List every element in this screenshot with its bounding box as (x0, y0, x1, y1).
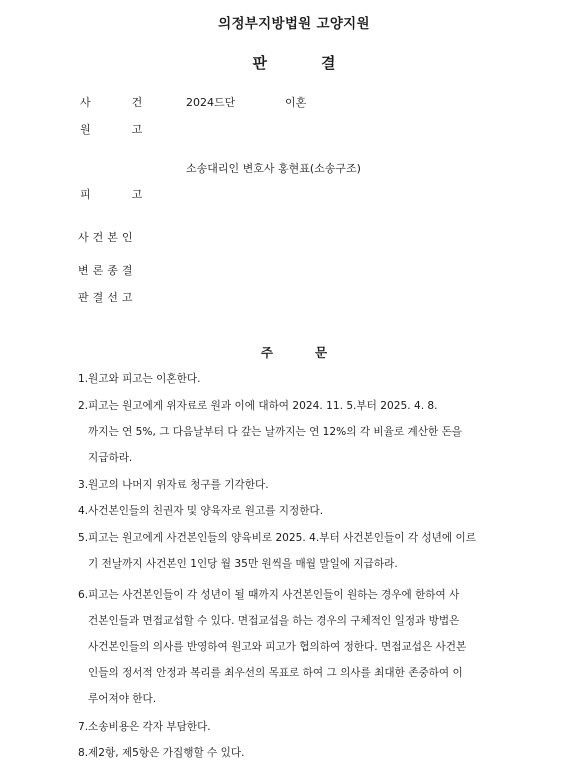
document-title: 판결 (252, 54, 390, 72)
attorney-info: 소송대리인 변호사 홍현표(소송구조) (186, 162, 361, 175)
judgment-date-label: 판결선고 (78, 291, 137, 304)
order-item-number: 7. (78, 721, 89, 733)
case-label: 사건 (80, 96, 184, 109)
order-item (78, 525, 524, 577)
order-item (78, 366, 524, 392)
order-item-number: 5. (78, 532, 89, 544)
order-item-line: 사건본인들의 친권자 및 양육자로 원고를 지정한다. (88, 505, 324, 517)
defendant-label: 피고 (80, 188, 184, 201)
order-item-line: 제2항, 제5항은 가집행할 수 있다. (88, 747, 245, 759)
order-item (78, 740, 524, 766)
order-item (78, 714, 524, 740)
order-item-line: 인들의 정서적 안정과 복리를 최우선의 목표로 하여 그 의사를 최대한 존중하여 이 (88, 667, 463, 679)
order-item (78, 472, 524, 498)
order-item (78, 393, 524, 471)
order-item-line: 사건본인들의 의사를 반영하여 원고와 피고가 협의하여 정한다. 면접교섭은 사건본 (88, 641, 467, 653)
order-item (78, 498, 524, 524)
order-item-number: 2. (78, 400, 89, 412)
order-item-number: 1. (78, 373, 89, 385)
order-item (78, 582, 524, 712)
children-label: 사건본인 (78, 231, 137, 244)
court-name: 의정부지방법원 고양지원 (218, 16, 370, 32)
order-item-line: 피고는 원고에게 위자료로 원과 이에 대하여 2024. 11. 5.부터 2025. 4. 8. (88, 400, 438, 412)
order-section-title: 주문 (260, 345, 370, 360)
order-item-number: 4. (78, 505, 89, 517)
case-number: 2024드단 (186, 96, 236, 109)
order-item-number: 8. (78, 747, 89, 759)
closing-date-label: 변론종결 (78, 264, 137, 277)
order-item-line: 원고와 피고는 이혼한다. (88, 373, 201, 385)
case-name: 이혼 (285, 96, 307, 109)
order-item-line: 지급하라. (88, 452, 133, 464)
order-item-line: 피고는 원고에게 사건본인들의 양육비로 2025. 4.부터 사건본인들이 각 성년에 이르 (88, 532, 476, 544)
order-item-line: 루어져야 한다. (88, 693, 157, 705)
order-item-number: 6. (78, 589, 89, 601)
order-item-line: 건본인들과 면접교섭할 수 있다. 면접교섭을 하는 경우의 구체적인 일정과 방법은 (88, 615, 460, 627)
order-item-number: 3. (78, 479, 89, 491)
plaintiff-label: 원고 (80, 123, 184, 136)
order-item-line: 까지는 연 5%, 그 다음날부터 다 갚는 날까지는 연 12%의 각 비율로 계산한 돈을 (88, 426, 463, 438)
order-item-line: 피고는 사건본인들이 각 성년이 될 때까지 사건본인들이 원하는 경우에 한하여 사 (88, 589, 460, 601)
order-item-line: 원고의 나머지 위자료 청구를 기각한다. (88, 479, 269, 491)
order-item-line: 기 전날까지 사건본인 1인당 월 35만 원씩을 매월 말일에 지급하라. (88, 558, 398, 570)
order-item-line: 소송비용은 각자 부담한다. (88, 721, 211, 733)
